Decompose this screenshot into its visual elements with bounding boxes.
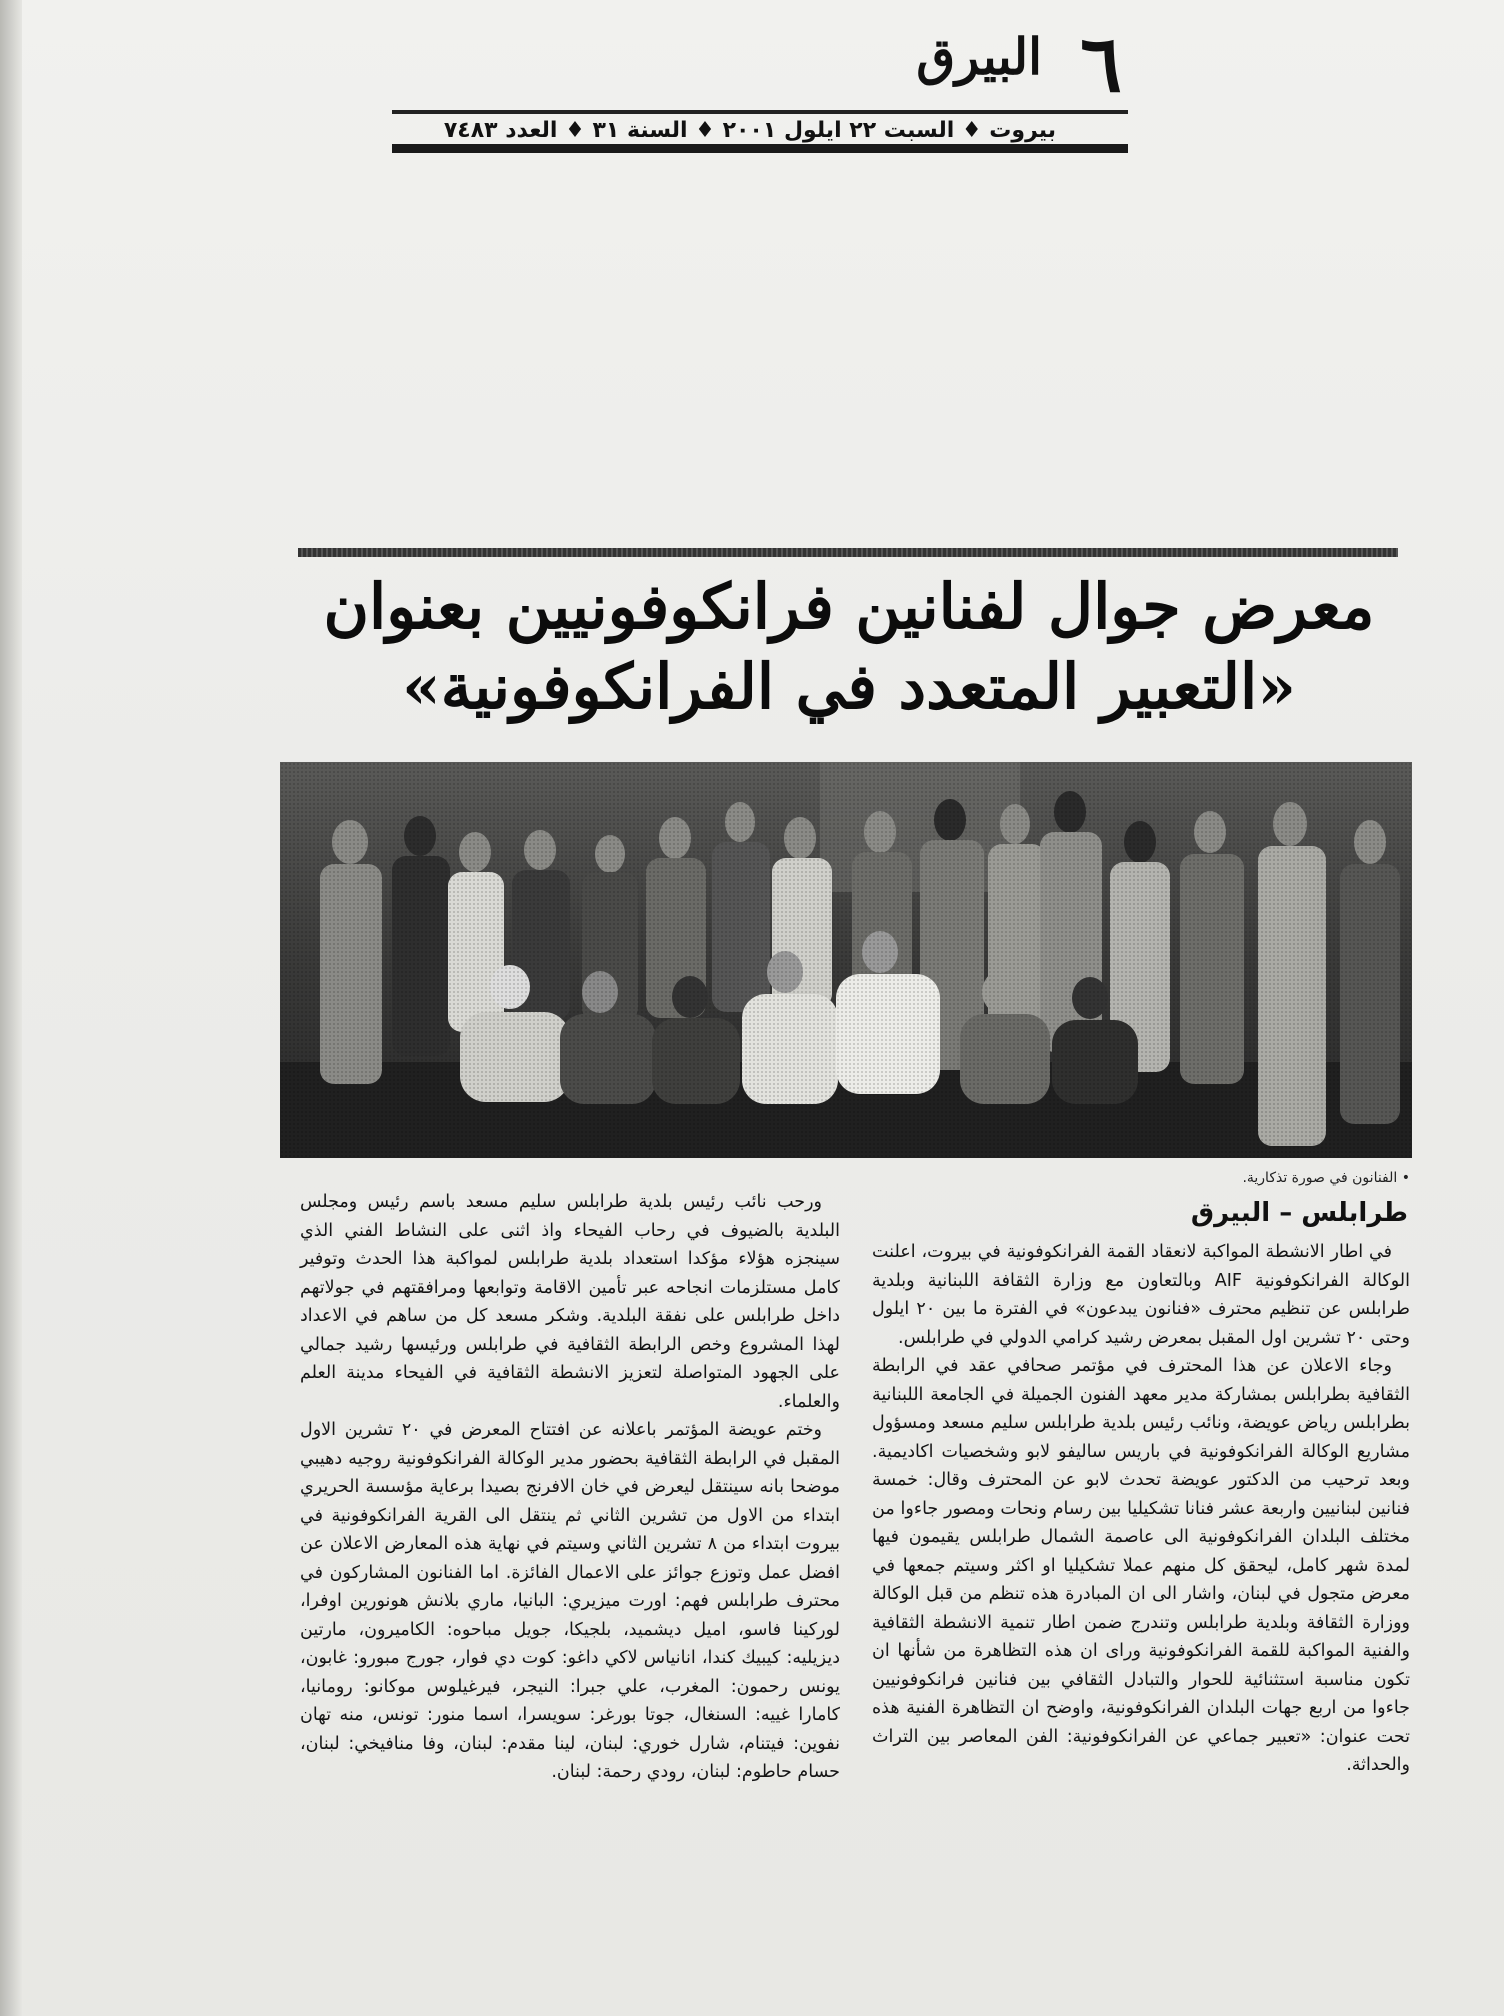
headline-line-2: «التعبير المتعدد في الفرانكوفونية» <box>402 650 1296 723</box>
paragraph: وختم عويضة المؤتمر باعلانه عن افتتاح المعرض في ٢٠ تشرين الاول المقبل في الرابطة الثقافية بحضور مدير الوكالة الفرانكوفونية روجيه دهيبي موضحا بانه سينتقل ليعرض في خان الافرنج بصيدا برعاية مؤسسة الحريري ابتداء من الاول من تشرين الثاني ثم ينتقل الى القرية الفرانكوفونية في بيروت ابتداء من ٨ تشرين الثاني وسيتم في نهاية هذه المعارض الاعلان عن افضل عمل وتوزع جوائز على الاعمال الفائزة. اما الفنانون المشاركون في محترف طرابلس فهم: اورت ميزيري: البانيا، ماري بلانش هونورين اوفرا، لوركينا فاسو، اميل ديشميد، بلجيكا، جويل مباحوه: الكاميرون، مارتين ديزيليه: كيبيك كندا، انانياس لاكي داغو: كوت دي فوار، جورج مبورو: غابون، يونس رحمون: المغرب، علي جبرا: النيجر، فيرغيلوس موكانو: رومانيا، كامارا غييه: السنغال، جوتا بورغر: سويسرا، اسما منور: تونس، منه تهان نفوين: فيتنام، شارل خوري: لبنان، لينا مقدم: لبنان، وفا منافيخي: لبنان، حسام حاطوم: لبنان، رودي رحمة: لبنان. <box>300 1420 840 1782</box>
headline-line-1: معرض جوال لفنانين فرانكوفونيين بعنوان <box>323 570 1375 643</box>
paragraph: وجاء الاعلان عن هذا المحترف في مؤتمر صحافي عقد في الرابطة الثقافية بطرابلس بمشاركة مدير معهد الفنون الجميلة في الجامعة اللبنانية بطرابلس رياض عويضة، ونائب رئيس بلدية طرابلس سليم مسعد ومسؤول مشاريع الوكالة الفرانكوفونية في باريس ساليفو لابو وشخصيات اكاديمية. وبعد ترحيب من الدكتور عويضة تحدث لابو عن المحترف وقال: خمسة فنانين لبنانيين واربعة عشر فنانا تشكيليا بين رسام ونحات ومصور جاءوا من مختلف البلدان الفرانكوفونية الى عاصمة الشمال طرابلس يقيمون فيها لمدة شهر كامل، ليحقق كل منهم عملا تشكيليا او اكثر وسيتم جمعها في معرض متجول في لبنان، واشار الى ان المبادرة هذه تنظم من قبل الوكالة ووزارة الثقافة وبلدية طرابلس وتندرج ضمن اطار تنمية الانشطة الثقافية والفنية المواكبة للقمة الفرانكوفونية وراى ان هذه التظاهرة من شأنها ان تكون مناسبة استثنائية للحوار والتبادل الثقافي بين فنانين فرانكوفونيين جاءوا من اربع جهات البلدان الفرانكوفونية، واوضح ان التظاهرة الفنية هذه تحت عنوان: «تعبير جماعي عن الفرانكوفونية: الفن المعاصر بين التراث والحداثة. <box>872 1356 1410 1775</box>
page-shadow-edge <box>0 0 22 2016</box>
article-top-rule <box>298 548 1398 557</box>
masthead-rule-top <box>392 110 1128 114</box>
article-dateline: طرابلس – البيرق <box>1190 1198 1408 1228</box>
newspaper-name: البيرق <box>916 27 1042 86</box>
masthead-rule-bottom <box>392 144 1128 153</box>
group-photo-image <box>280 762 1412 1158</box>
group-photo <box>280 762 1412 1158</box>
page-number: ٦ <box>1080 19 1122 110</box>
paragraph: في اطار الانشطة المواكبة لانعقاد القمة الفرانكوفونية في بيروت، اعلنت الوكالة الفرانكوفونية AIF وبالتعاون مع وزارة الثقافة اللبنانية وبلدية طرابلس عن تنظيم محترف «فنانون يبدعون» في الفترة ما بين ٢٠ ايلول وحتى ٢٠ تشرين اول المقبل بمعرض رشيد كرامي الدولي في طرابلس. <box>872 1242 1410 1348</box>
article-column-right <box>872 1238 1410 1780</box>
article <box>280 548 1418 2008</box>
photo-caption: • الفنانون في صورة تذكارية. <box>1242 1170 1410 1186</box>
article-column-left <box>300 1188 840 1787</box>
masthead <box>392 18 1128 158</box>
headline <box>280 570 1418 736</box>
paragraph: ورحب نائب رئيس بلدية طرابلس سليم مسعد باسم رئيس ومجلس البلدية بالضيوف في رحاب الفيحاء واذ اثنى على النشاط الفني الذي سينجزه هؤلاء مؤكدا استعداد بلدية طرابلس لمواكبة هذا الحدث وتوفير كامل مستلزمات انجاحه عبر تأمين الاقامة وتوابعها ومرافقتهم في جولاتهم داخل طرابلس على نفقة البلدية. وشكر مسعد كل من ساهم في الاعداد لهذا المشروع وخص الرابطة الثقافية في طرابلس ورئيسها رشيد جمالي على الجهود المتواصلة لتعزيز الانشطة الثقافية في الفيحاء مدينة العلم والعلماء. <box>300 1192 840 1412</box>
issue-dateline: بيروت ♦ السبت ٢٢ ايلول ٢٠٠١ ♦ السنة ٣١ ♦ العدد ٧٤٨٣ <box>443 118 1056 143</box>
